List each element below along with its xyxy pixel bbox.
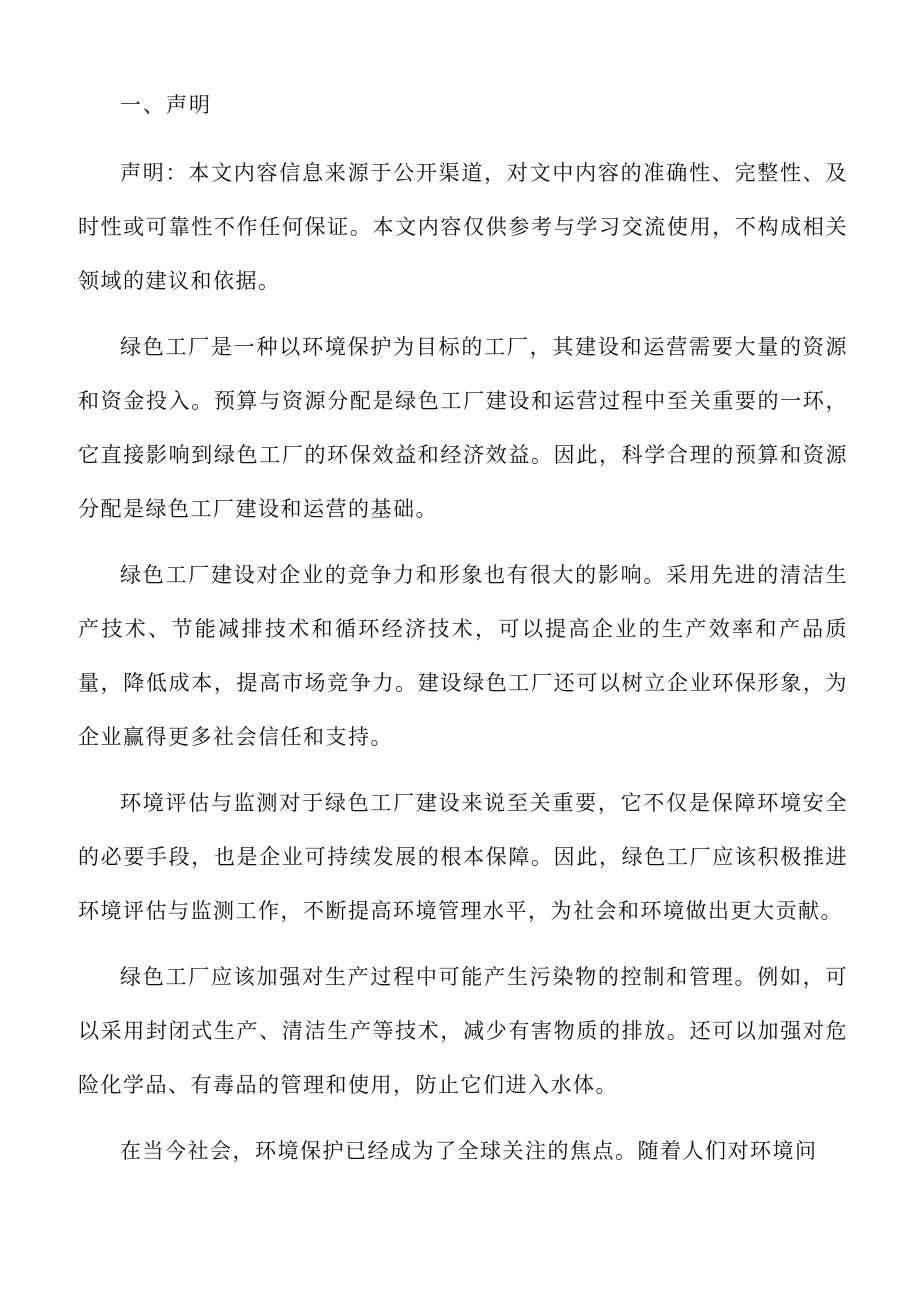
paragraph-disclaimer: 声明：本文内容信息来源于公开渠道，对文中内容的准确性、完整性、及时性或可靠性不作任何保证。本文内容仅供参考与学习交流使用，不构成相关领域的建议和依据。	[78, 161, 848, 293]
paragraph-competitiveness: 绿色工厂建设对企业的竞争力和形象也有很大的影响。采用先进的清洁生产技术、节能减排技术和循环经济技术，可以提高企业的生产效率和产品质量，降低成本，提高市场竞争力。建设绿色工厂还可以树立企业环保形象，为企业赢得更多社会信任和支持。	[78, 563, 848, 749]
paragraph-budget: 绿色工厂是一种以环境保护为目标的工厂，其建设和运营需要大量的资源和资金投入。预算与资源分配是绿色工厂建设和运营过程中至关重要的一环，它直接影响到绿色工厂的环保效益和经济效益。因此，科学合理的预算和资源分配是绿色工厂建设和运营的基础。	[78, 335, 848, 521]
paragraph-assessment: 环境评估与监测对于绿色工厂建设来说至关重要，它不仅是保障环境安全的必要手段，也是企业可持续发展的根本保障。因此，绿色工厂应该积极推进环境评估与监测工作，不断提高环境管理水平，为社会和环境做出更大贡献。	[78, 791, 848, 923]
paragraph-pollution-control: 绿色工厂应该加强对生产过程中可能产生污染物的控制和管理。例如，可以采用封闭式生产、清洁生产等技术，减少有害物质的排放。还可以加强对危险化学品、有毒品的管理和使用，防止它们进入水体。	[78, 965, 848, 1097]
section-heading: 一、声明	[120, 93, 212, 117]
paragraph-society: 在当今社会，环境保护已经成为了全球关注的焦点。随着人们对环境问	[120, 1139, 818, 1163]
